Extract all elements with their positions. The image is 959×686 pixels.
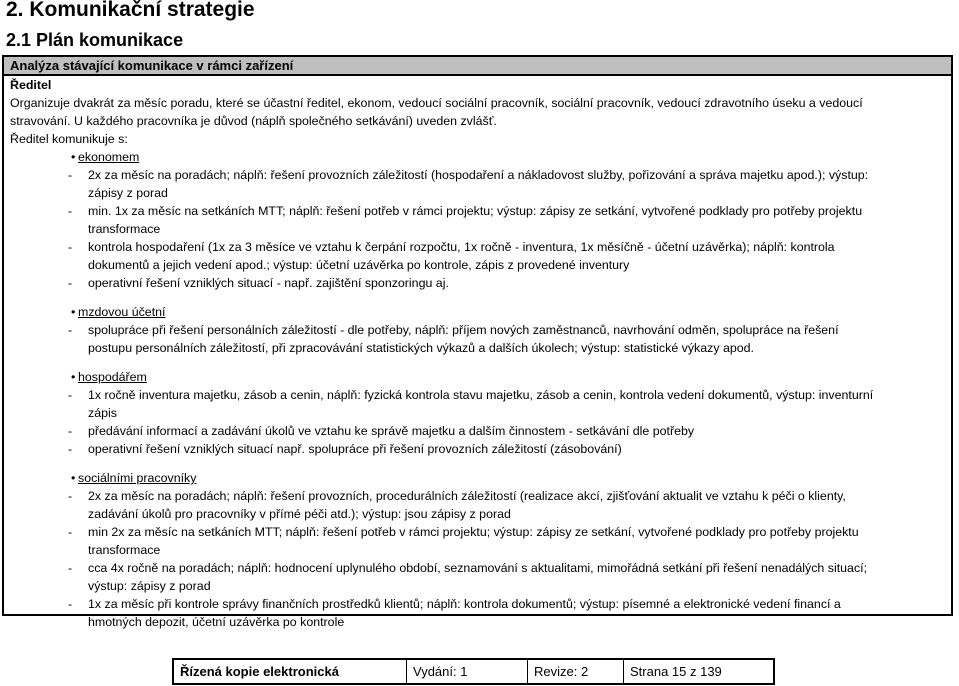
chapter-heading: 2. Komunikační strategie (6, 0, 255, 21)
task-text-line: zápisy z porad (88, 186, 168, 200)
box-content (4, 76, 951, 631)
analysis-box (2, 55, 953, 629)
bullet-icon: • (71, 305, 76, 319)
task-item (10, 274, 945, 292)
partner-item (10, 368, 945, 386)
task-text-line: spolupráce při řešení personálních záležitostí - dle potřeby, náplň: příjem nových zaměstnanců, navrhování odměn, spolupráce na řešení (88, 323, 839, 337)
task-item (10, 440, 945, 458)
dash-marker: - (68, 597, 73, 611)
dash-marker: - (68, 388, 73, 402)
task-text-line: operativní řešení vzniklých situací např. spolupráce při řešení provozních záležitostí (zásobování) (88, 442, 622, 456)
task-item (10, 487, 945, 523)
task-item (10, 386, 945, 422)
task-text-line: zadávání úkolů pro pracovníky v přímé péči atd.); výstup: jsou zápisy z porad (88, 507, 511, 521)
task-text-line: výstup: zápisy z porad (88, 579, 211, 593)
box-title: Analýza stávající komunikace v rámci zařízení (4, 57, 951, 76)
task-item (10, 595, 945, 631)
dash-marker: - (68, 204, 73, 218)
page-number: Strana 15 z 139 (623, 660, 773, 683)
partner-name: ekonomem (78, 150, 140, 164)
task-text-line: hmotných depozit, účetní uzávěrka po kontrole (88, 615, 345, 629)
task-item (10, 422, 945, 440)
bullet-icon: • (71, 370, 76, 384)
task-item (10, 166, 945, 202)
intro-line: stravování. U každého pracovníka je důvod (náplň společného setkávání) uveden zvlášť. (10, 114, 497, 128)
partner-block (10, 469, 945, 631)
task-text-line: předávání informací a zadávání úkolů ve vztahu ke správě majetku a dalším činnostem - setkávání dle potřeby (88, 424, 695, 438)
partner-name: sociálními pracovníky (78, 471, 197, 485)
partner-block (10, 368, 945, 458)
task-text-line: 1x ročně inventura majetku, zásob a cenin, náplň: fyzická kontrola stavu majetku, zásob a cenin, kontrola vedení dokumentů, výstup: inventurní (88, 388, 874, 402)
partner-name: hospodářem (78, 370, 147, 384)
dash-marker: - (68, 323, 73, 337)
intro-line: Organizuje dvakrát za měsíc poradu, které se účastní ředitel, ekonom, vedoucí sociální pracovník, sociální pracovník, vedoucí zdravotního úseku a vedoucí (10, 96, 863, 110)
dash-marker: - (68, 442, 73, 456)
task-text-line: kontrola hospodaření (1x za 3 měsíce ve vztahu k čerpání rozpočtu, 1x ročně - inventura, 1x měsíčně - účetní uzávěrka); náplň: kontrola (88, 240, 835, 254)
partner-name: mzdovou účetní (78, 305, 166, 319)
task-text-line: postupu personálních záležitostí, při zpracovávání statistických výkazů a dalších úkolech; výstup: statistické výkazy apod. (88, 341, 754, 355)
task-text-line: min. 1x za měsíc na setkáních MTT; náplň: řešení potřeb v rámci projektu; výstup: zápisy ze setkání, vytvořené podklady pro potřeby projektu (88, 204, 863, 218)
task-text-line: zápis (88, 406, 117, 420)
task-text-line: 2x za měsíc na poradách; náplň: řešení provozních záležitostí (hospodaření a nákladovost služby, pořizování a správa majetku apod.); výstup: (88, 168, 869, 182)
partner-item (10, 303, 945, 321)
document-footer (172, 658, 775, 685)
controlled-copy-label: Řízená kopie elektronická (180, 664, 339, 679)
dash-marker: - (68, 489, 73, 503)
dash-marker: - (68, 168, 73, 182)
task-item (10, 321, 945, 357)
task-text-line: dokumentů a jejich vedení apod.; výstup: účetní uzávěrka po kontrole, zápis z provedené inventury (88, 258, 630, 272)
task-text-line: 1x za měsíc při kontrole správy finančních prostředků klientů; náplň: kontrola dokumentů; výstup: písemné a elektronické vedení financí a (88, 597, 841, 611)
task-item (10, 238, 945, 274)
bullet-icon: • (71, 150, 76, 164)
section-heading: 2.1 Plán komunikace (6, 30, 184, 50)
role-heading: Ředitel (10, 78, 52, 92)
issue-number: Vydání: 1 (406, 660, 527, 683)
dash-marker: - (68, 561, 73, 575)
dash-marker: - (68, 525, 73, 539)
task-text-line: 2x za měsíc na poradách; náplň: řešení provozních, procedurálních záležitostí (realizace akcí, zjišťování aktualit ve vztahu k péči o klienty, (88, 489, 846, 503)
revision-number: Revize: 2 (527, 660, 623, 683)
dash-marker: - (68, 276, 73, 290)
task-text-line: transformace (88, 543, 161, 557)
partner-block (10, 148, 945, 292)
dash-marker: - (68, 424, 73, 438)
task-item (10, 523, 945, 559)
partner-item (10, 469, 945, 487)
intro-line: Ředitel komunikuje s: (10, 132, 128, 146)
partner-block (10, 303, 945, 357)
task-item (10, 559, 945, 595)
task-text-line: operativní řešení vzniklých situací - např. zajištění sponzoringu aj. (88, 276, 449, 290)
partner-list (10, 148, 945, 631)
task-item (10, 202, 945, 238)
bullet-icon: • (71, 471, 76, 485)
dash-marker: - (68, 240, 73, 254)
task-text-line: transformace (88, 222, 161, 236)
task-text-line: cca 4x ročně na poradách; náplň: hodnocení uplynulého období, seznamování s aktualitami, mimořádná setkání při řešení nenadálých situací; (88, 561, 868, 575)
task-text-line: min 2x za měsíc na setkáních MTT; náplň: řešení potřeb v rámci projektu; výstup: zápisy ze setkání, vytvořené podklady pro potřeby projektu (88, 525, 859, 539)
partner-item (10, 148, 945, 166)
